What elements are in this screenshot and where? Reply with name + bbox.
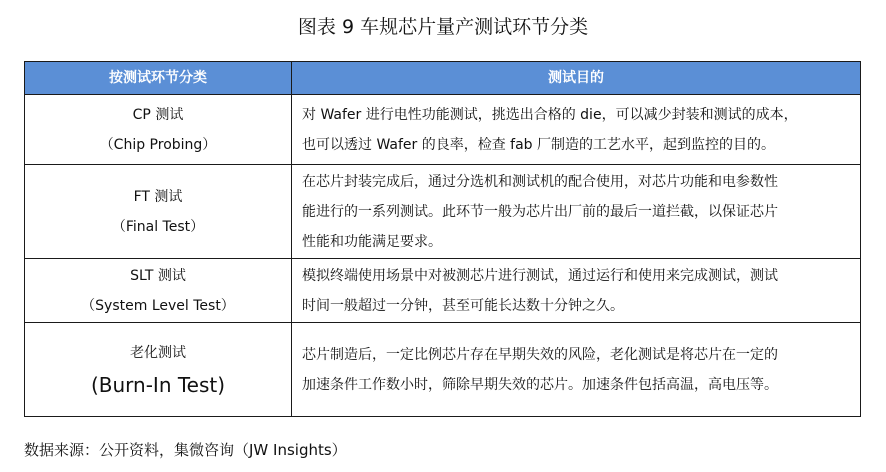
purpose-cell xyxy=(292,259,861,323)
table xyxy=(24,61,861,417)
header-purpose: 测试目的 xyxy=(292,62,861,95)
stage-name: SLT 测试 xyxy=(130,267,186,284)
purpose-line: 性能和功能满足要求。 xyxy=(302,233,442,250)
purpose-line: 模拟终端使用场景中对被测芯片进行测试，通过运行和使用来完成测试，测试 xyxy=(302,267,778,284)
table-row xyxy=(25,259,861,323)
stage-cell xyxy=(25,165,292,259)
stage-cell xyxy=(25,323,292,417)
stage-name: CP 测试 xyxy=(132,106,184,123)
purpose-cell xyxy=(292,165,861,259)
table-row xyxy=(25,95,861,165)
figure-title: 图表 9 车规芯片量产测试环节分类 xyxy=(297,16,589,38)
stage-cell xyxy=(25,259,292,323)
header-stage: 按测试环节分类 xyxy=(25,62,292,95)
purpose-line: 芯片制造后，一定比例芯片存在早期失效的风险，老化测试是将芯片在一定的 xyxy=(302,346,778,363)
purpose-line: 加速条件工作数小时，筛除早期失效的芯片。加速条件包括高温，高电压等。 xyxy=(302,376,778,393)
purpose-line: 时间一般超过一分钟，甚至可能长达数十分钟之久。 xyxy=(302,297,624,314)
purpose-line: 对 Wafer 进行电性功能测试，挑选出合格的 die，可以减少封装和测试的成本， xyxy=(302,106,798,123)
purpose-line: 也可以透过 Wafer 的良率，检查 fab 厂制造的工艺水平，起到监控的目的。 xyxy=(302,136,776,153)
stage-english: （Chip Probing） xyxy=(99,136,217,153)
purpose-line: 在芯片封装完成后，通过分选机和测试机的配合使用，对芯片功能和电参数性 xyxy=(302,173,778,190)
table-row xyxy=(25,165,861,259)
source-note: 数据来源：公开资料，集微咨询（JW Insights） xyxy=(24,441,347,459)
purpose-line: 能进行的一系列测试。此环节一般为芯片出厂前的最后一道拦截，以保证芯片 xyxy=(302,203,778,220)
table-header-row xyxy=(25,62,861,95)
purpose-cell xyxy=(292,95,861,165)
stage-english: (Burn-In Test) xyxy=(90,372,226,397)
test-stage-table xyxy=(24,61,861,417)
table-row xyxy=(25,323,861,417)
stage-name: FT 测试 xyxy=(133,188,183,205)
stage-name: 老化测试 xyxy=(130,344,186,361)
stage-english: （Final Test） xyxy=(111,218,205,235)
stage-english: （System Level Test） xyxy=(81,297,235,314)
purpose-cell xyxy=(292,323,861,417)
stage-cell xyxy=(25,95,292,165)
